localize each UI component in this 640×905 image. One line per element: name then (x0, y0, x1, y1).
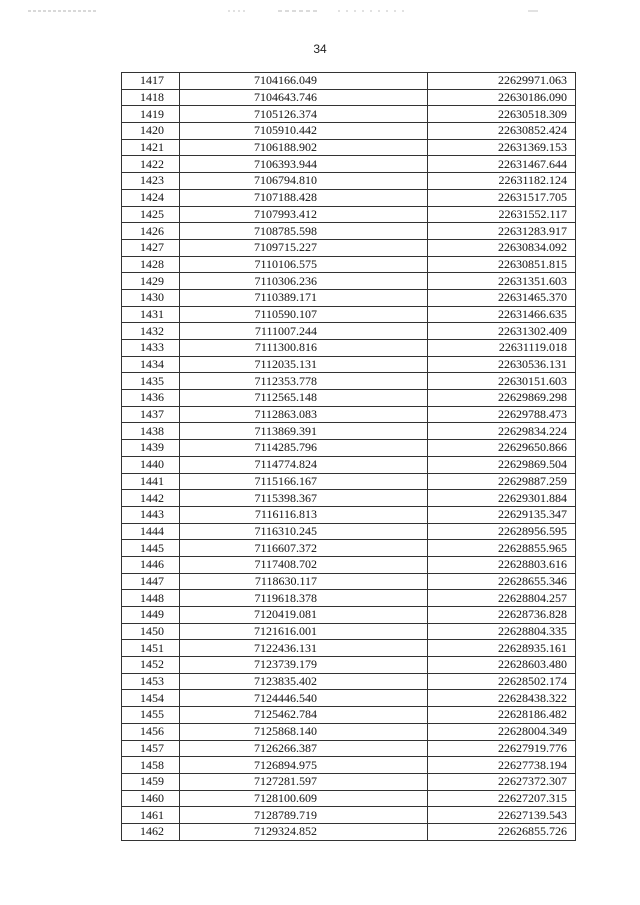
x-coordinate-cell: 7106794.810 (180, 173, 428, 190)
x-coordinate-cell: 7108785.598 (180, 223, 428, 240)
x-coordinate-cell: 7116116.813 (180, 506, 428, 523)
y-coordinate-cell: 22631119.018 (428, 340, 576, 357)
y-coordinate-cell: 22629301.884 (428, 490, 576, 507)
table-row (122, 723, 576, 740)
table-row (122, 456, 576, 473)
y-coordinate-cell: 22631467.644 (428, 156, 576, 173)
y-coordinate-cell: 22631302.409 (428, 323, 576, 340)
y-coordinate-cell: 22630186.090 (428, 89, 576, 106)
table-row (122, 173, 576, 190)
point-number-cell: 1458 (122, 757, 180, 774)
point-number-cell: 1421 (122, 139, 180, 156)
table-row (122, 440, 576, 457)
y-coordinate-cell: 22629650.866 (428, 440, 576, 457)
y-coordinate-cell: 22627207.315 (428, 790, 576, 807)
y-coordinate-cell: 22630518.309 (428, 106, 576, 123)
point-number-cell: 1449 (122, 607, 180, 624)
point-number-cell: 1439 (122, 440, 180, 457)
point-number-cell: 1430 (122, 289, 180, 306)
x-coordinate-cell: 7118630.117 (180, 573, 428, 590)
point-number-cell: 1447 (122, 573, 180, 590)
x-coordinate-cell: 7128100.609 (180, 790, 428, 807)
x-coordinate-cell: 7105126.374 (180, 106, 428, 123)
x-coordinate-cell: 7110306.236 (180, 273, 428, 290)
table-row (122, 206, 576, 223)
table-row (122, 640, 576, 657)
y-coordinate-cell: 22629887.259 (428, 473, 576, 490)
point-number-cell: 1448 (122, 590, 180, 607)
table-row (122, 406, 576, 423)
point-number-cell: 1446 (122, 556, 180, 573)
point-number-cell: 1459 (122, 773, 180, 790)
point-number-cell: 1419 (122, 106, 180, 123)
y-coordinate-cell: 22631182.124 (428, 173, 576, 190)
point-number-cell: 1462 (122, 823, 180, 840)
x-coordinate-cell: 7104166.049 (180, 73, 428, 90)
y-coordinate-cell: 22631283.917 (428, 223, 576, 240)
table-row (122, 573, 576, 590)
x-coordinate-cell: 7127281.597 (180, 773, 428, 790)
x-coordinate-cell: 7110106.575 (180, 256, 428, 273)
x-coordinate-cell: 7116607.372 (180, 540, 428, 557)
point-number-cell: 1452 (122, 657, 180, 674)
table-row (122, 356, 576, 373)
x-coordinate-cell: 7126894.975 (180, 757, 428, 774)
point-number-cell: 1424 (122, 189, 180, 206)
x-coordinate-cell: 7121616.001 (180, 623, 428, 640)
x-coordinate-cell: 7125462.784 (180, 707, 428, 724)
table-row (122, 89, 576, 106)
table-row (122, 707, 576, 724)
y-coordinate-cell: 22628803.616 (428, 556, 576, 573)
table-row (122, 740, 576, 757)
table-row (122, 823, 576, 840)
y-coordinate-cell: 22631552.117 (428, 206, 576, 223)
x-coordinate-cell: 7120419.081 (180, 607, 428, 624)
y-coordinate-cell: 22628855.965 (428, 540, 576, 557)
point-number-cell: 1438 (122, 423, 180, 440)
table-row (122, 790, 576, 807)
y-coordinate-cell: 22626855.726 (428, 823, 576, 840)
table-row (122, 289, 576, 306)
point-number-cell: 1417 (122, 73, 180, 90)
table-row (122, 807, 576, 824)
x-coordinate-cell: 7128789.719 (180, 807, 428, 824)
y-coordinate-cell: 22627372.307 (428, 773, 576, 790)
page-number: 34 (313, 42, 327, 56)
y-coordinate-cell: 22631351.603 (428, 273, 576, 290)
point-number-cell: 1456 (122, 723, 180, 740)
table-row (122, 123, 576, 140)
table-row (122, 773, 576, 790)
y-coordinate-cell: 22629834.224 (428, 423, 576, 440)
table-row (122, 106, 576, 123)
x-coordinate-cell: 7111300.816 (180, 340, 428, 357)
y-coordinate-cell: 22629135.347 (428, 506, 576, 523)
point-number-cell: 1420 (122, 123, 180, 140)
x-coordinate-cell: 7122436.131 (180, 640, 428, 657)
y-coordinate-cell: 22628736.828 (428, 607, 576, 624)
y-coordinate-cell: 22628956.595 (428, 523, 576, 540)
x-coordinate-cell: 7107188.428 (180, 189, 428, 206)
x-coordinate-cell: 7112863.083 (180, 406, 428, 423)
point-number-cell: 1460 (122, 790, 180, 807)
point-number-cell: 1451 (122, 640, 180, 657)
point-number-cell: 1433 (122, 340, 180, 357)
table-row (122, 540, 576, 557)
table-row (122, 189, 576, 206)
x-coordinate-cell: 7114285.796 (180, 440, 428, 457)
table-row (122, 757, 576, 774)
point-number-cell: 1425 (122, 206, 180, 223)
point-number-cell: 1457 (122, 740, 180, 757)
x-coordinate-cell: 7111007.244 (180, 323, 428, 340)
point-number-cell: 1431 (122, 306, 180, 323)
table-row (122, 273, 576, 290)
x-coordinate-cell: 7112353.778 (180, 373, 428, 390)
x-coordinate-cell: 7124446.540 (180, 690, 428, 707)
table-row (122, 623, 576, 640)
x-coordinate-cell: 7117408.702 (180, 556, 428, 573)
x-coordinate-cell: 7109715.227 (180, 239, 428, 256)
table-row (122, 673, 576, 690)
point-number-cell: 1455 (122, 707, 180, 724)
y-coordinate-cell: 22629869.504 (428, 456, 576, 473)
x-coordinate-cell: 7115166.167 (180, 473, 428, 490)
x-coordinate-cell: 7112035.131 (180, 356, 428, 373)
x-coordinate-cell: 7113869.391 (180, 423, 428, 440)
point-number-cell: 1428 (122, 256, 180, 273)
y-coordinate-cell: 22629869.298 (428, 390, 576, 407)
point-number-cell: 1422 (122, 156, 180, 173)
x-coordinate-cell: 7119618.378 (180, 590, 428, 607)
y-coordinate-cell: 22628655.346 (428, 573, 576, 590)
point-number-cell: 1443 (122, 506, 180, 523)
y-coordinate-cell: 22631369.153 (428, 139, 576, 156)
table-row (122, 256, 576, 273)
y-coordinate-cell: 22627139.543 (428, 807, 576, 824)
y-coordinate-cell: 22630536.131 (428, 356, 576, 373)
x-coordinate-cell: 7110590.107 (180, 306, 428, 323)
x-coordinate-cell: 7107993.412 (180, 206, 428, 223)
point-number-cell: 1461 (122, 807, 180, 824)
point-number-cell: 1442 (122, 490, 180, 507)
y-coordinate-cell: 22628438.322 (428, 690, 576, 707)
x-coordinate-cell: 7116310.245 (180, 523, 428, 540)
scan-artifact-marks (28, 8, 588, 14)
x-coordinate-cell: 7105910.442 (180, 123, 428, 140)
table-row (122, 607, 576, 624)
coordinates-table (121, 72, 576, 841)
point-number-cell: 1429 (122, 273, 180, 290)
point-number-cell: 1427 (122, 239, 180, 256)
y-coordinate-cell: 22628603.480 (428, 657, 576, 674)
table-row (122, 590, 576, 607)
point-number-cell: 1453 (122, 673, 180, 690)
x-coordinate-cell: 7129324.852 (180, 823, 428, 840)
table-row (122, 239, 576, 256)
y-coordinate-cell: 22630851.815 (428, 256, 576, 273)
y-coordinate-cell: 22627738.194 (428, 757, 576, 774)
point-number-cell: 1436 (122, 390, 180, 407)
point-number-cell: 1432 (122, 323, 180, 340)
table-row (122, 506, 576, 523)
x-coordinate-cell: 7106188.902 (180, 139, 428, 156)
point-number-cell: 1441 (122, 473, 180, 490)
x-coordinate-cell: 7123739.179 (180, 657, 428, 674)
x-coordinate-cell: 7123835.402 (180, 673, 428, 690)
table-row (122, 657, 576, 674)
x-coordinate-cell: 7104643.746 (180, 89, 428, 106)
point-number-cell: 1423 (122, 173, 180, 190)
table-row (122, 340, 576, 357)
table-row (122, 306, 576, 323)
point-number-cell: 1454 (122, 690, 180, 707)
table-row (122, 556, 576, 573)
y-coordinate-cell: 22628502.174 (428, 673, 576, 690)
y-coordinate-cell: 22631517.705 (428, 189, 576, 206)
y-coordinate-cell: 22627919.776 (428, 740, 576, 757)
table-row (122, 690, 576, 707)
point-number-cell: 1450 (122, 623, 180, 640)
point-number-cell: 1445 (122, 540, 180, 557)
table-row (122, 523, 576, 540)
point-number-cell: 1444 (122, 523, 180, 540)
y-coordinate-cell: 22629788.473 (428, 406, 576, 423)
x-coordinate-cell: 7110389.171 (180, 289, 428, 306)
x-coordinate-cell: 7112565.148 (180, 390, 428, 407)
y-coordinate-cell: 22629971.063 (428, 73, 576, 90)
table-row (122, 490, 576, 507)
y-coordinate-cell: 22628004.349 (428, 723, 576, 740)
x-coordinate-cell: 7115398.367 (180, 490, 428, 507)
point-number-cell: 1434 (122, 356, 180, 373)
table-row (122, 223, 576, 240)
table-row (122, 423, 576, 440)
table-row (122, 373, 576, 390)
x-coordinate-cell: 7114774.824 (180, 456, 428, 473)
point-number-cell: 1435 (122, 373, 180, 390)
y-coordinate-cell: 22630834.092 (428, 239, 576, 256)
coordinates-table-body (122, 73, 576, 841)
x-coordinate-cell: 7125868.140 (180, 723, 428, 740)
table-row (122, 323, 576, 340)
y-coordinate-cell: 22628804.257 (428, 590, 576, 607)
point-number-cell: 1437 (122, 406, 180, 423)
y-coordinate-cell: 22630852.424 (428, 123, 576, 140)
y-coordinate-cell: 22628935.161 (428, 640, 576, 657)
table-row (122, 156, 576, 173)
y-coordinate-cell: 22631466.635 (428, 306, 576, 323)
y-coordinate-cell: 22628186.482 (428, 707, 576, 724)
table-row (122, 73, 576, 90)
point-number-cell: 1440 (122, 456, 180, 473)
y-coordinate-cell: 22630151.603 (428, 373, 576, 390)
table-row (122, 139, 576, 156)
point-number-cell: 1426 (122, 223, 180, 240)
y-coordinate-cell: 22628804.335 (428, 623, 576, 640)
y-coordinate-cell: 22631465.370 (428, 289, 576, 306)
point-number-cell: 1418 (122, 89, 180, 106)
table-row (122, 473, 576, 490)
x-coordinate-cell: 7106393.944 (180, 156, 428, 173)
x-coordinate-cell: 7126266.387 (180, 740, 428, 757)
table-row (122, 390, 576, 407)
